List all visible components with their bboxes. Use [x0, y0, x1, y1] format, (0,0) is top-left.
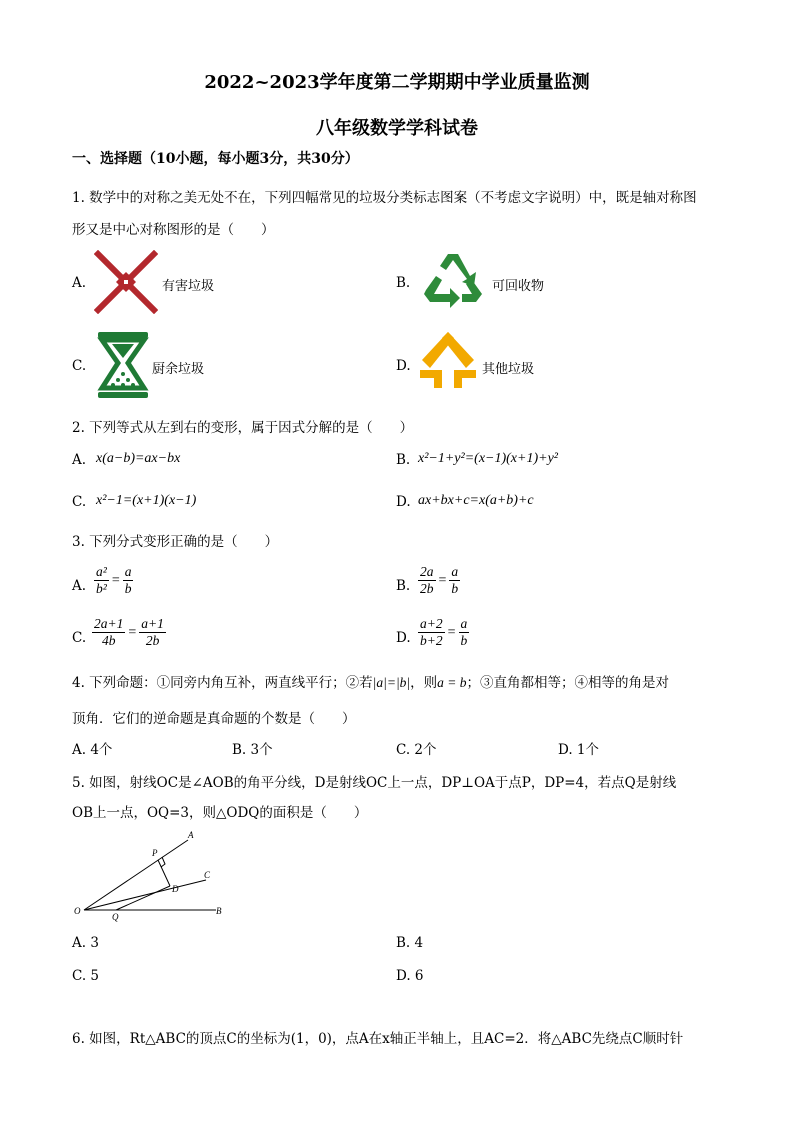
numerator: a+1 — [141, 616, 164, 631]
q4-text-c: ；③直角都相等；④相等的角是对 — [466, 675, 670, 691]
fraction — [449, 564, 460, 597]
q4-abs-equation: |a|=|b| — [372, 675, 411, 690]
angle-bisector-figure — [70, 826, 230, 922]
numerator: a² — [96, 564, 107, 579]
numerator: a — [460, 616, 468, 631]
label-b: B — [216, 906, 222, 916]
q3-stem: 3. 下列分式变形正确的是（ ） — [72, 534, 279, 550]
q5-option-b: B. 4 — [396, 935, 424, 951]
fraction — [139, 616, 166, 649]
denominator: b — [460, 633, 468, 648]
denominator: b² — [96, 581, 107, 596]
equals-sign: = — [438, 572, 447, 588]
denominator: b+2 — [420, 633, 443, 648]
fraction — [459, 616, 470, 649]
q3-option-a-letter: A. — [72, 578, 87, 594]
exam-title: 2022~2023学年度第二学期期中学业质量监测 — [204, 72, 590, 93]
q2-stem: 2. 下列等式从左到右的变形，属于因式分解的是（ ） — [72, 420, 414, 436]
label-a: A — [188, 830, 194, 840]
q4-text-a: 4. 下列命题：①同旁内角互补，两直线平行；②若 — [72, 675, 373, 691]
q1-option-a-label: 有害垃圾 — [162, 279, 215, 294]
equals-sign: = — [128, 624, 137, 640]
right-angle-mark — [161, 857, 165, 867]
numerator: a — [451, 564, 459, 579]
q4-a-equals-b: a = b — [437, 675, 467, 690]
equals-sign: = — [447, 624, 456, 640]
q5-option-c: C. 5 — [72, 968, 100, 984]
q1-option-a-letter: A. — [72, 275, 87, 291]
q5-option-a: A. 3 — [72, 935, 99, 951]
recyclable-icon — [420, 250, 486, 314]
q1-stem-line2: 形又是中心对称图形的是（ ） — [72, 222, 275, 238]
equals-sign: = — [111, 572, 120, 588]
q3-option-c-letter: C. — [72, 630, 87, 646]
q2-option-d-letter: D. — [396, 494, 411, 510]
q2-option-b-letter: B. — [396, 452, 411, 468]
q4-option-d: D. 1个 — [558, 742, 600, 758]
label-c: C — [204, 870, 211, 880]
q4-option-a: A. 4个 — [72, 742, 113, 758]
exam-subtitle: 八年级数学学科试卷 — [316, 118, 478, 139]
section-heading: 一、选择题（10小题，每小题3分，共30分） — [72, 151, 359, 167]
q3-option-d-letter: D. — [396, 630, 411, 646]
q1-option-c-letter: C. — [72, 358, 87, 374]
q3-option-c — [92, 616, 166, 649]
q1-option-d-label: 其他垃圾 — [482, 362, 535, 377]
fraction — [94, 564, 109, 597]
q4-stem-line1 — [72, 671, 669, 691]
q1-option-c-label: 厨余垃圾 — [152, 362, 205, 377]
q3-option-b — [418, 564, 460, 597]
fraction — [418, 564, 436, 597]
denominator: 2b — [420, 581, 434, 596]
q2-option-c-letter: C. — [72, 494, 87, 510]
other-waste-icon — [418, 330, 478, 396]
q4-stem-line2: 顶角．它们的逆命题是真命题的个数是（ ） — [72, 711, 356, 727]
q5-stem-line2: OB上一点，OQ=3，则△ODQ的面积是（ ） — [72, 805, 368, 821]
q6-stem-line1: 6. 如图，Rt△ABC的顶点C的坐标为(1，0)，点A在x轴正半轴上，且AC=2．将△ABC先绕点C顺时针 — [72, 1031, 684, 1047]
q1-stem-line1: 1. 数学中的对称之美无处不在，下列四幅常见的垃圾分类标志图案（不考虑文字说明）中，既是轴对称图 — [72, 190, 697, 206]
q1-option-b-label: 可回收物 — [492, 279, 545, 294]
q2-option-a: x(a−b)=ax−bx — [96, 451, 181, 466]
q4-text-b: ，则 — [410, 675, 438, 691]
segment-dp — [158, 860, 170, 886]
label-p: P — [152, 848, 158, 858]
numerator: a — [124, 564, 132, 579]
denominator: b — [124, 581, 132, 596]
q2-option-b: x²−1+y²=(x−1)(x+1)+y² — [418, 451, 558, 466]
q3-option-d — [418, 616, 469, 649]
label-d: D — [172, 884, 179, 894]
q5-option-d: D. 6 — [396, 968, 424, 984]
fraction — [92, 616, 125, 649]
numerator: 2a+1 — [94, 616, 124, 631]
q2-option-a-letter: A. — [72, 452, 87, 468]
q3-option-b-letter: B. — [396, 578, 411, 594]
fraction — [418, 616, 445, 649]
label-q: Q — [112, 912, 119, 922]
denominator: b — [451, 581, 459, 596]
denominator: 4b — [101, 633, 116, 648]
ray-oa — [84, 840, 188, 910]
numerator: a+2 — [420, 616, 443, 631]
q3-option-a — [94, 564, 133, 597]
q2-option-c: x²−1=(x+1)(x−1) — [96, 493, 197, 508]
ray-oc — [84, 880, 206, 910]
q4-option-b: B. 3个 — [232, 742, 273, 758]
q1-option-b-letter: B. — [396, 275, 411, 291]
q1-option-d-letter: D. — [396, 358, 411, 374]
segment-dq — [116, 886, 170, 910]
label-o: O — [74, 906, 81, 916]
q5-stem-line1: 5. 如图，射线OC是∠AOB的角平分线，D是射线OC上一点，DP⊥OA于点P，DP=4，若点Q是射线 — [72, 775, 677, 791]
kitchen-waste-icon — [96, 330, 150, 400]
hazardous-waste-icon — [94, 250, 158, 314]
denominator: 2b — [145, 633, 160, 648]
q4-option-c: C. 2个 — [396, 742, 437, 758]
numerator: 2a — [420, 564, 434, 579]
q2-option-d: ax+bx+c=x(a+b)+c — [418, 493, 534, 508]
fraction — [123, 564, 134, 597]
